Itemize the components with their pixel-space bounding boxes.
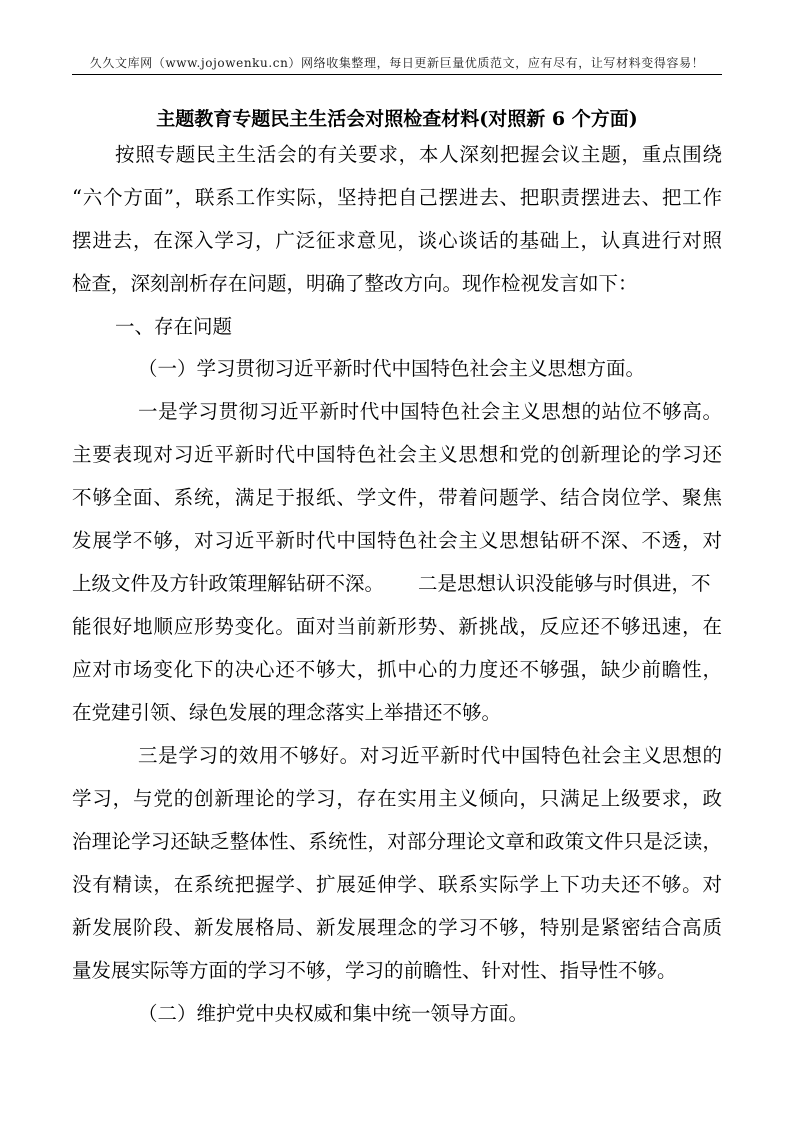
intro-line-1: 按照专题民主生活会的有关要求，本人深刻把握会议主题，重点围绕 — [115, 143, 722, 166]
para1-line-2: 主要表现对习近平新时代中国特色社会主义思想和党的创新理论的学习还 — [72, 443, 722, 466]
para1-line-5-part-a: 上级文件及方针政策理解钻研不深。 — [72, 572, 385, 595]
subsection-heading-1: （一）学习贯彻习近平新时代中国特色社会主义思想方面。 — [138, 357, 646, 380]
section-heading-1: 一、存在问题 — [115, 315, 233, 338]
para2-line-5: 新发展阶段、新发展格局、新发展理念的学习不够，特别是紧密结合高质 — [72, 916, 722, 939]
intro-line-2: “六个方面”，联系工作实际，坚持把自己摆进去、把职责摆进去、把工作 — [72, 186, 722, 209]
para2-line-4: 没有精读，在系统把握学、扩展延伸学、联系实际学上下功夫还不够。对 — [72, 873, 722, 896]
para1-line-5 — [72, 570, 722, 598]
document-title: 主题教育专题民主生活会对照检查材料(对照新 6 个方面) — [156, 108, 638, 130]
intro-line-3: 摆进去，在深入学习，广泛征求意见，谈心谈话的基础上，认真进行对照 — [72, 229, 722, 252]
para1-line-6: 能很好地顺应形势变化。面对当前新形势、新挑战，反应还不够迅速，在 — [72, 615, 722, 638]
para2-line-6: 量发展实际等方面的学习不够，学习的前瞻性、针对性、指导性不够。 — [72, 959, 677, 982]
subsection-heading-2: （二）维护党中央权威和集中统一领导方面。 — [138, 1002, 529, 1025]
para2-line-1: 三是学习的效用不够好。对习近平新时代中国特色社会主义思想的 — [138, 744, 722, 767]
para1-line-5-part-b: 二是思想认识没能够与时俱进，不 — [418, 572, 711, 595]
para1-line-7: 应对市场变化下的决心还不够大，抓中心的力度还不够强，缺少前瞻性， — [72, 658, 722, 681]
para2-line-3: 治理论学习还缺乏整体性、系统性，对部分理论文章和政策文件只是泛读， — [72, 830, 722, 853]
para1-line-3: 不够全面、系统，满足于报纸、学文件，带着问题学、结合岗位学、聚焦 — [72, 486, 722, 509]
para1-line-1: 一是学习贯彻习近平新时代中国特色社会主义思想的站位不够高。 — [138, 400, 722, 423]
intro-line-4: 检查，深刻剖析存在问题，明确了整改方向。现作检视发言如下： — [72, 272, 638, 295]
para2-line-2: 学习，与党的创新理论的学习，存在实用主义倾向，只满足上级要求，政 — [72, 787, 722, 810]
para1-line-4: 发展学不够，对习近平新时代中国特色社会主义思想钻研不深、不透，对 — [72, 529, 722, 552]
header-divider — [72, 74, 722, 75]
page-header: 久久文库网（www.jojowenku.cn）网络收集整理，每日更新巨量优质范文，应有尽有，让写材料变得容易！ — [89, 56, 705, 70]
para1-line-8: 在党建引领、绿色发展的理念落实上举措还不够。 — [72, 701, 502, 724]
